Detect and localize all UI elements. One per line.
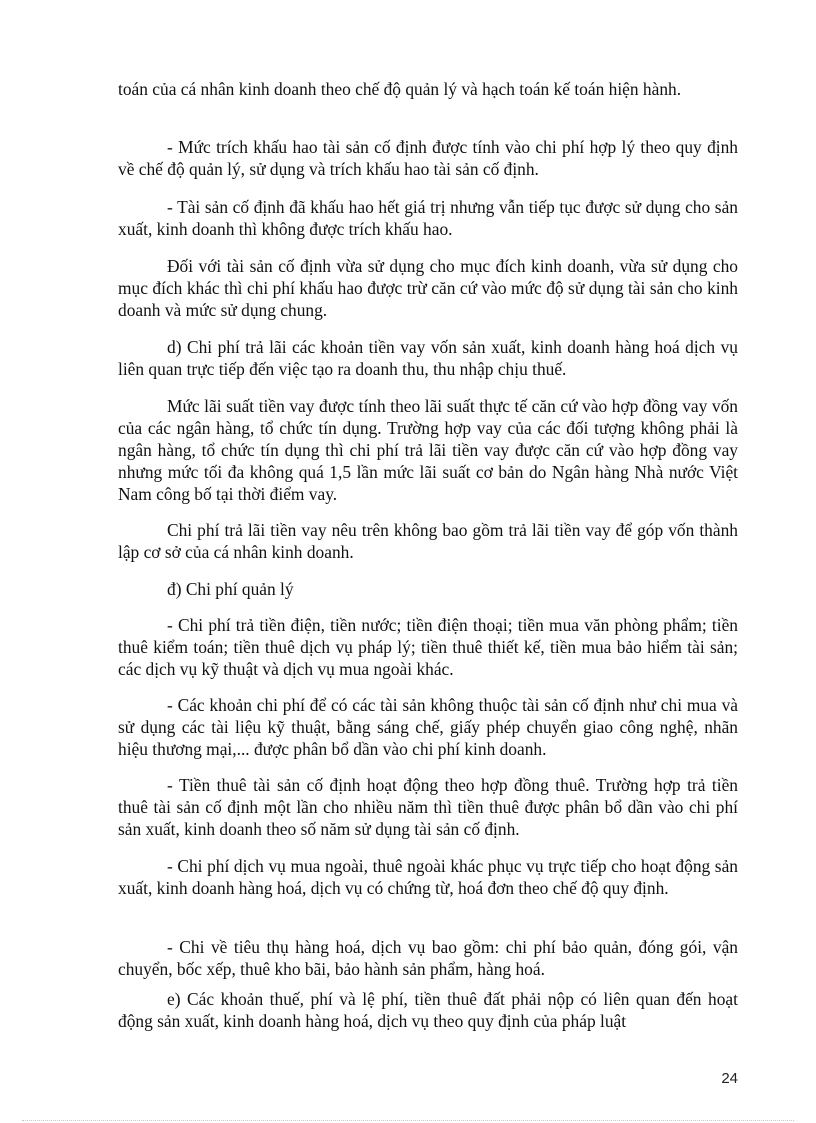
- paragraph-interest-exclusion: Chi phí trả lãi tiền vay nêu trên không bao gồm trả lãi tiền vay để góp vốn thành lập cơ sở của cá nhân kinh doanh.: [118, 520, 738, 562]
- page-bottom-divider: [22, 1120, 794, 1121]
- paragraph-asset-rental: - Tiền thuê tài sản cố định hoạt động theo hợp đồng thuê. Trường hợp trả tiền thuê tài sản cố định một lần cho nhiều năm thì tiền thuê được phân bổ dần vào chi phí sản xuất, kinh doanh theo số năm sử dụng tài sản cố định.: [118, 775, 738, 839]
- paragraph-d-loan-interest: d) Chi phí trả lãi các khoản tiền vay vốn sản xuất, kinh doanh hàng hoá dịch vụ liên quan trực tiếp đến việc tạo ra doanh thu, thu nhập chịu thuế.: [118, 337, 738, 379]
- paragraph-continuation-accounting: toán của cá nhân kinh doanh theo chế độ quản lý và hạch toán kế toán hiện hành.: [118, 79, 682, 99]
- paragraph-outsourced-services: - Chi phí dịch vụ mua ngoài, thuê ngoài khác phục vụ trực tiếp cho hoạt động sản xuất, kinh doanh hàng hoá, dịch vụ có chứng từ, hoá đơn theo chế độ quy định.: [118, 856, 738, 898]
- paragraph-mixed-use-assets: Đối với tài sản cố định vừa sử dụng cho mục đích kinh doanh, vừa sử dụng cho mục đích khác thì chi phí khấu hao được trừ căn cứ vào mức độ sử dụng tài sản cho kinh doanh và mức sử dụng chung.: [118, 256, 738, 320]
- paragraph-utilities-costs: - Chi phí trả tiền điện, tiền nước; tiền điện thoại; tiền mua văn phòng phẩm; tiền thuê kiểm toán; tiền thuê dịch vụ pháp lý; tiền thuê thiết kế, tiền mua bảo hiểm tài sản; các dịch vụ kỹ thuật và dịch vụ mua ngoài khác.: [118, 615, 738, 679]
- paragraph-non-fixed-assets: - Các khoản chi phí để có các tài sản không thuộc tài sản cố định như chi mua và sử dụng các tài liệu kỹ thuật, bằng sáng chế, giấy phép chuyển giao công nghệ, nhãn hiệu thương mại,... được phân bổ dần vào chi phí kinh doanh.: [118, 695, 738, 759]
- paragraph-depreciation-rate: - Mức trích khấu hao tài sản cố định được tính vào chi phí hợp lý theo quy định về chế độ quản lý, sử dụng và trích khấu hao tài sản cố định.: [118, 137, 738, 179]
- paragraph-dd-management-costs: đ) Chi phí quản lý: [167, 579, 294, 599]
- paragraph-interest-rate: Mức lãi suất tiền vay được tính theo lãi suất thực tế căn cứ vào hợp đồng vay vốn của các ngân hàng, tổ chức tín dụng. Trường hợp vay của các đối tượng không phải là ngân hàng, tổ chức tín dụng thì chi phí trả lãi tiền vay được căn cứ vào hợp đồng vay nhưng mức tối đa không quá 1,5 lần mức lãi suất cơ bản do Ngân hàng Nhà nước Việt Nam công bố tại thời điểm vay.: [118, 396, 738, 504]
- page-number: 24: [721, 1070, 738, 1087]
- paragraph-fully-depreciated-assets: - Tài sản cố định đã khấu hao hết giá trị nhưng vẫn tiếp tục được sử dụng cho sản xuất, kinh doanh thì không được trích khấu hao.: [118, 197, 738, 239]
- paragraph-sales-costs: - Chi về tiêu thụ hàng hoá, dịch vụ bao gồm: chi phí bảo quản, đóng gói, vận chuyển, bốc xếp, thuê kho bãi, bảo hành sản phẩm, hàng hoá.: [118, 937, 738, 979]
- paragraph-e-taxes-fees: e) Các khoản thuế, phí và lệ phí, tiền thuê đất phải nộp có liên quan đến hoạt động sản xuất, kinh doanh hàng hoá, dịch vụ theo quy định của pháp luật: [118, 989, 738, 1031]
